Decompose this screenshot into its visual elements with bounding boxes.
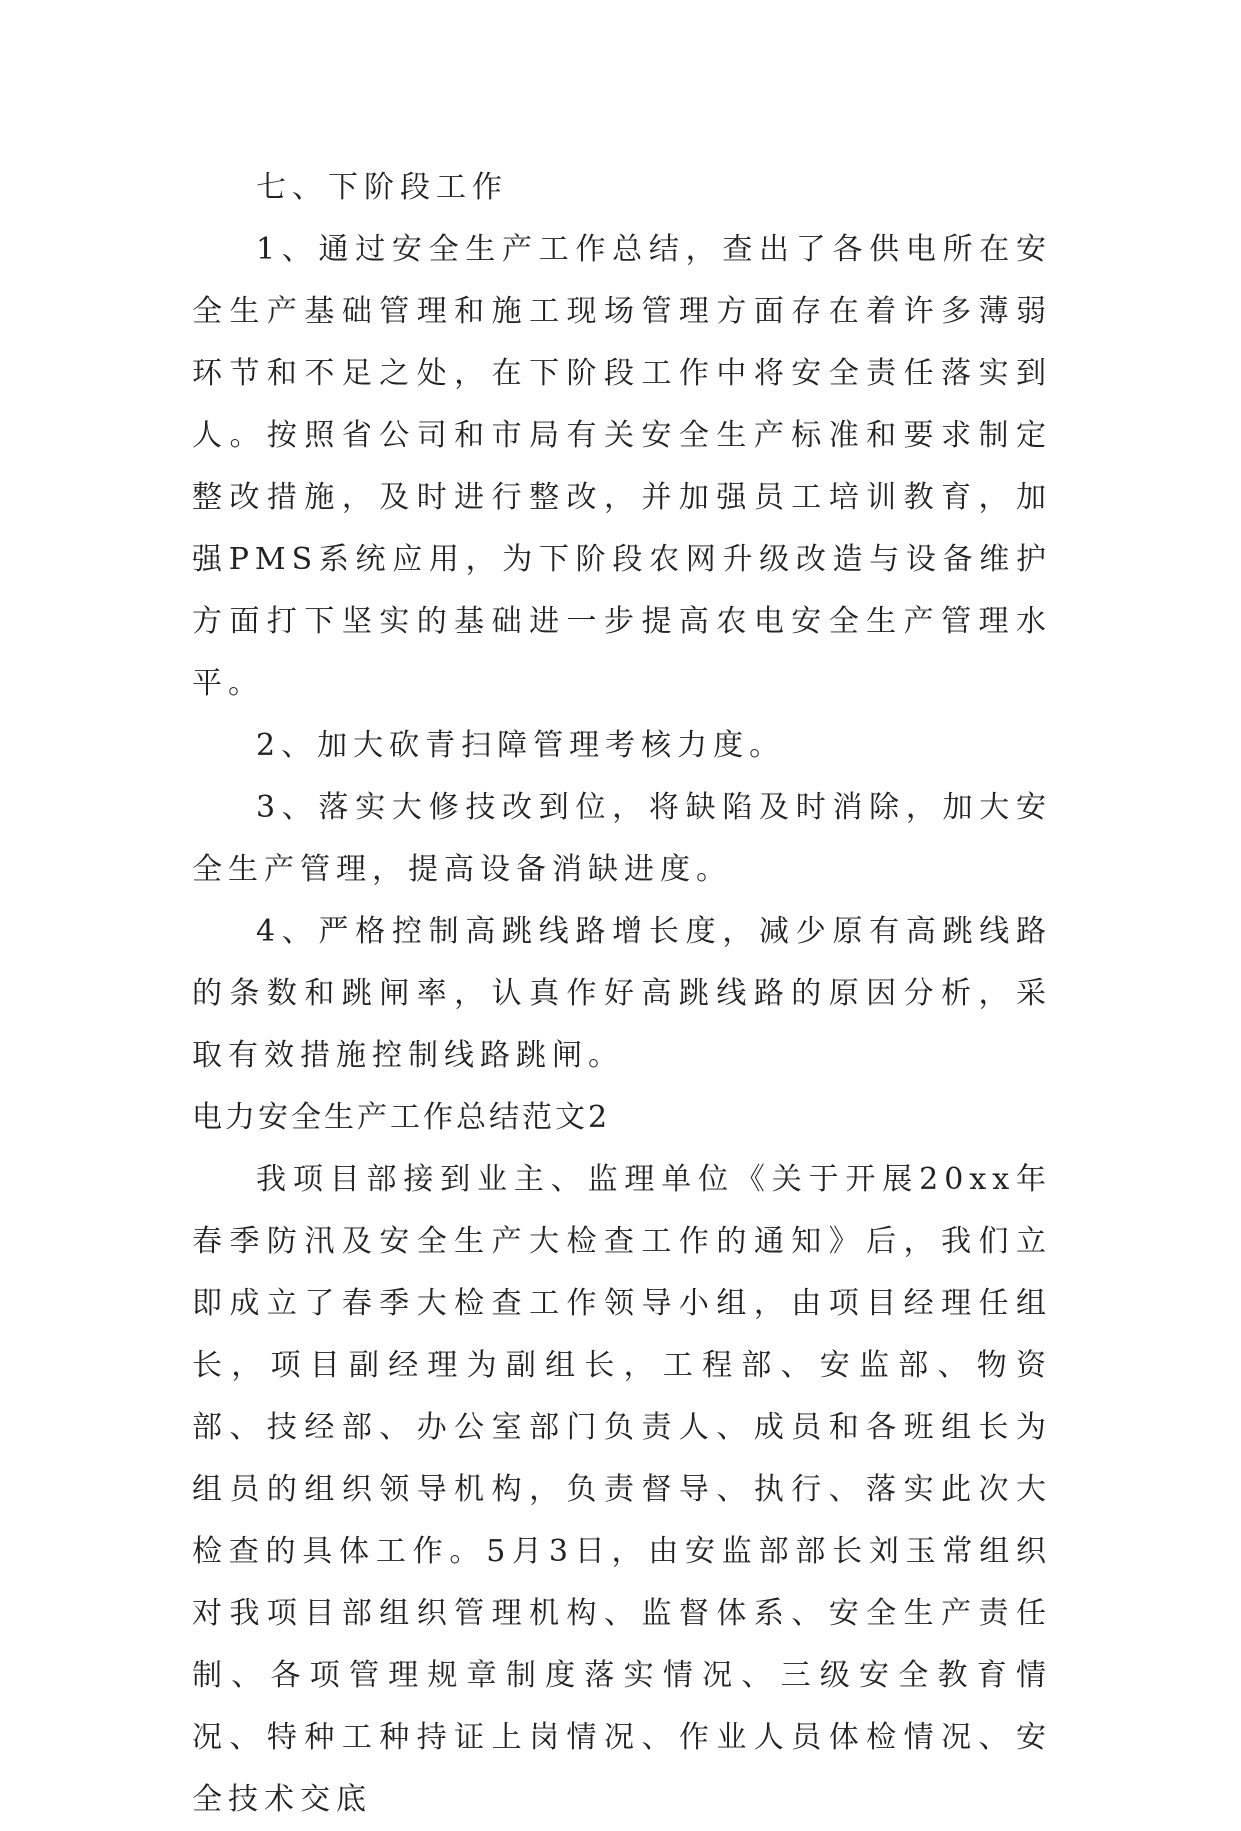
section-heading: 七、下阶段工作 — [256, 170, 508, 205]
work-item-2: 2、加大砍青扫障管理考核力度。 — [256, 728, 786, 763]
article-paragraph: 我项目部接到业主、监理单位《关于开展20xx年春季防汛及安全生产大检查工作的通知》后，我们立即成立了春季大检查工作领导小组，由项目经理任组长，项目副经理为副组长，工程部、安监部、物资部、技经部、办公室部门负责人、成员和各班组长为组员的组织领导机构，负责督导、执行、落实此次大检查的具体工作。5月3日，由安监部部长刘玉常组织对我项目部组织管理机构、监督体系、安全生产责任制、各项管理规章制度落实情况、三级安全教育情况、特种工种持证上岗情况、作业人员体检情况、安全技术交底 — [192, 1162, 1052, 1817]
work-item-4: 4、严格控制高跳线路增长度，减少原有高跳线路的条数和跳闸率，认真作好高跳线路的原因分析，采取有效措施控制线路跳闸。 — [192, 914, 1052, 1073]
work-item-1: 1、通过安全生产工作总结，查出了各供电所在安全生产基础管理和施工现场管理方面存在着许多薄弱环节和不足之处，在下阶段工作中将安全责任落实到人。按照省公司和市局有关安全生产标准和要求制定整改措施，及时进行整改，并加强员工培训教育，加强PMS系统应用，为下阶段农网升级改造与设备维护方面打下坚实的基础进一步提高农电安全生产管理水平。 — [192, 232, 1052, 701]
document-body — [192, 157, 1052, 1831]
article-title: 电力安全生产工作总结范文2 — [192, 1100, 611, 1135]
work-item-3: 3、落实大修技改到位，将缺陷及时消除，加大安全生产管理，提高设备消缺进度。 — [192, 790, 1052, 887]
